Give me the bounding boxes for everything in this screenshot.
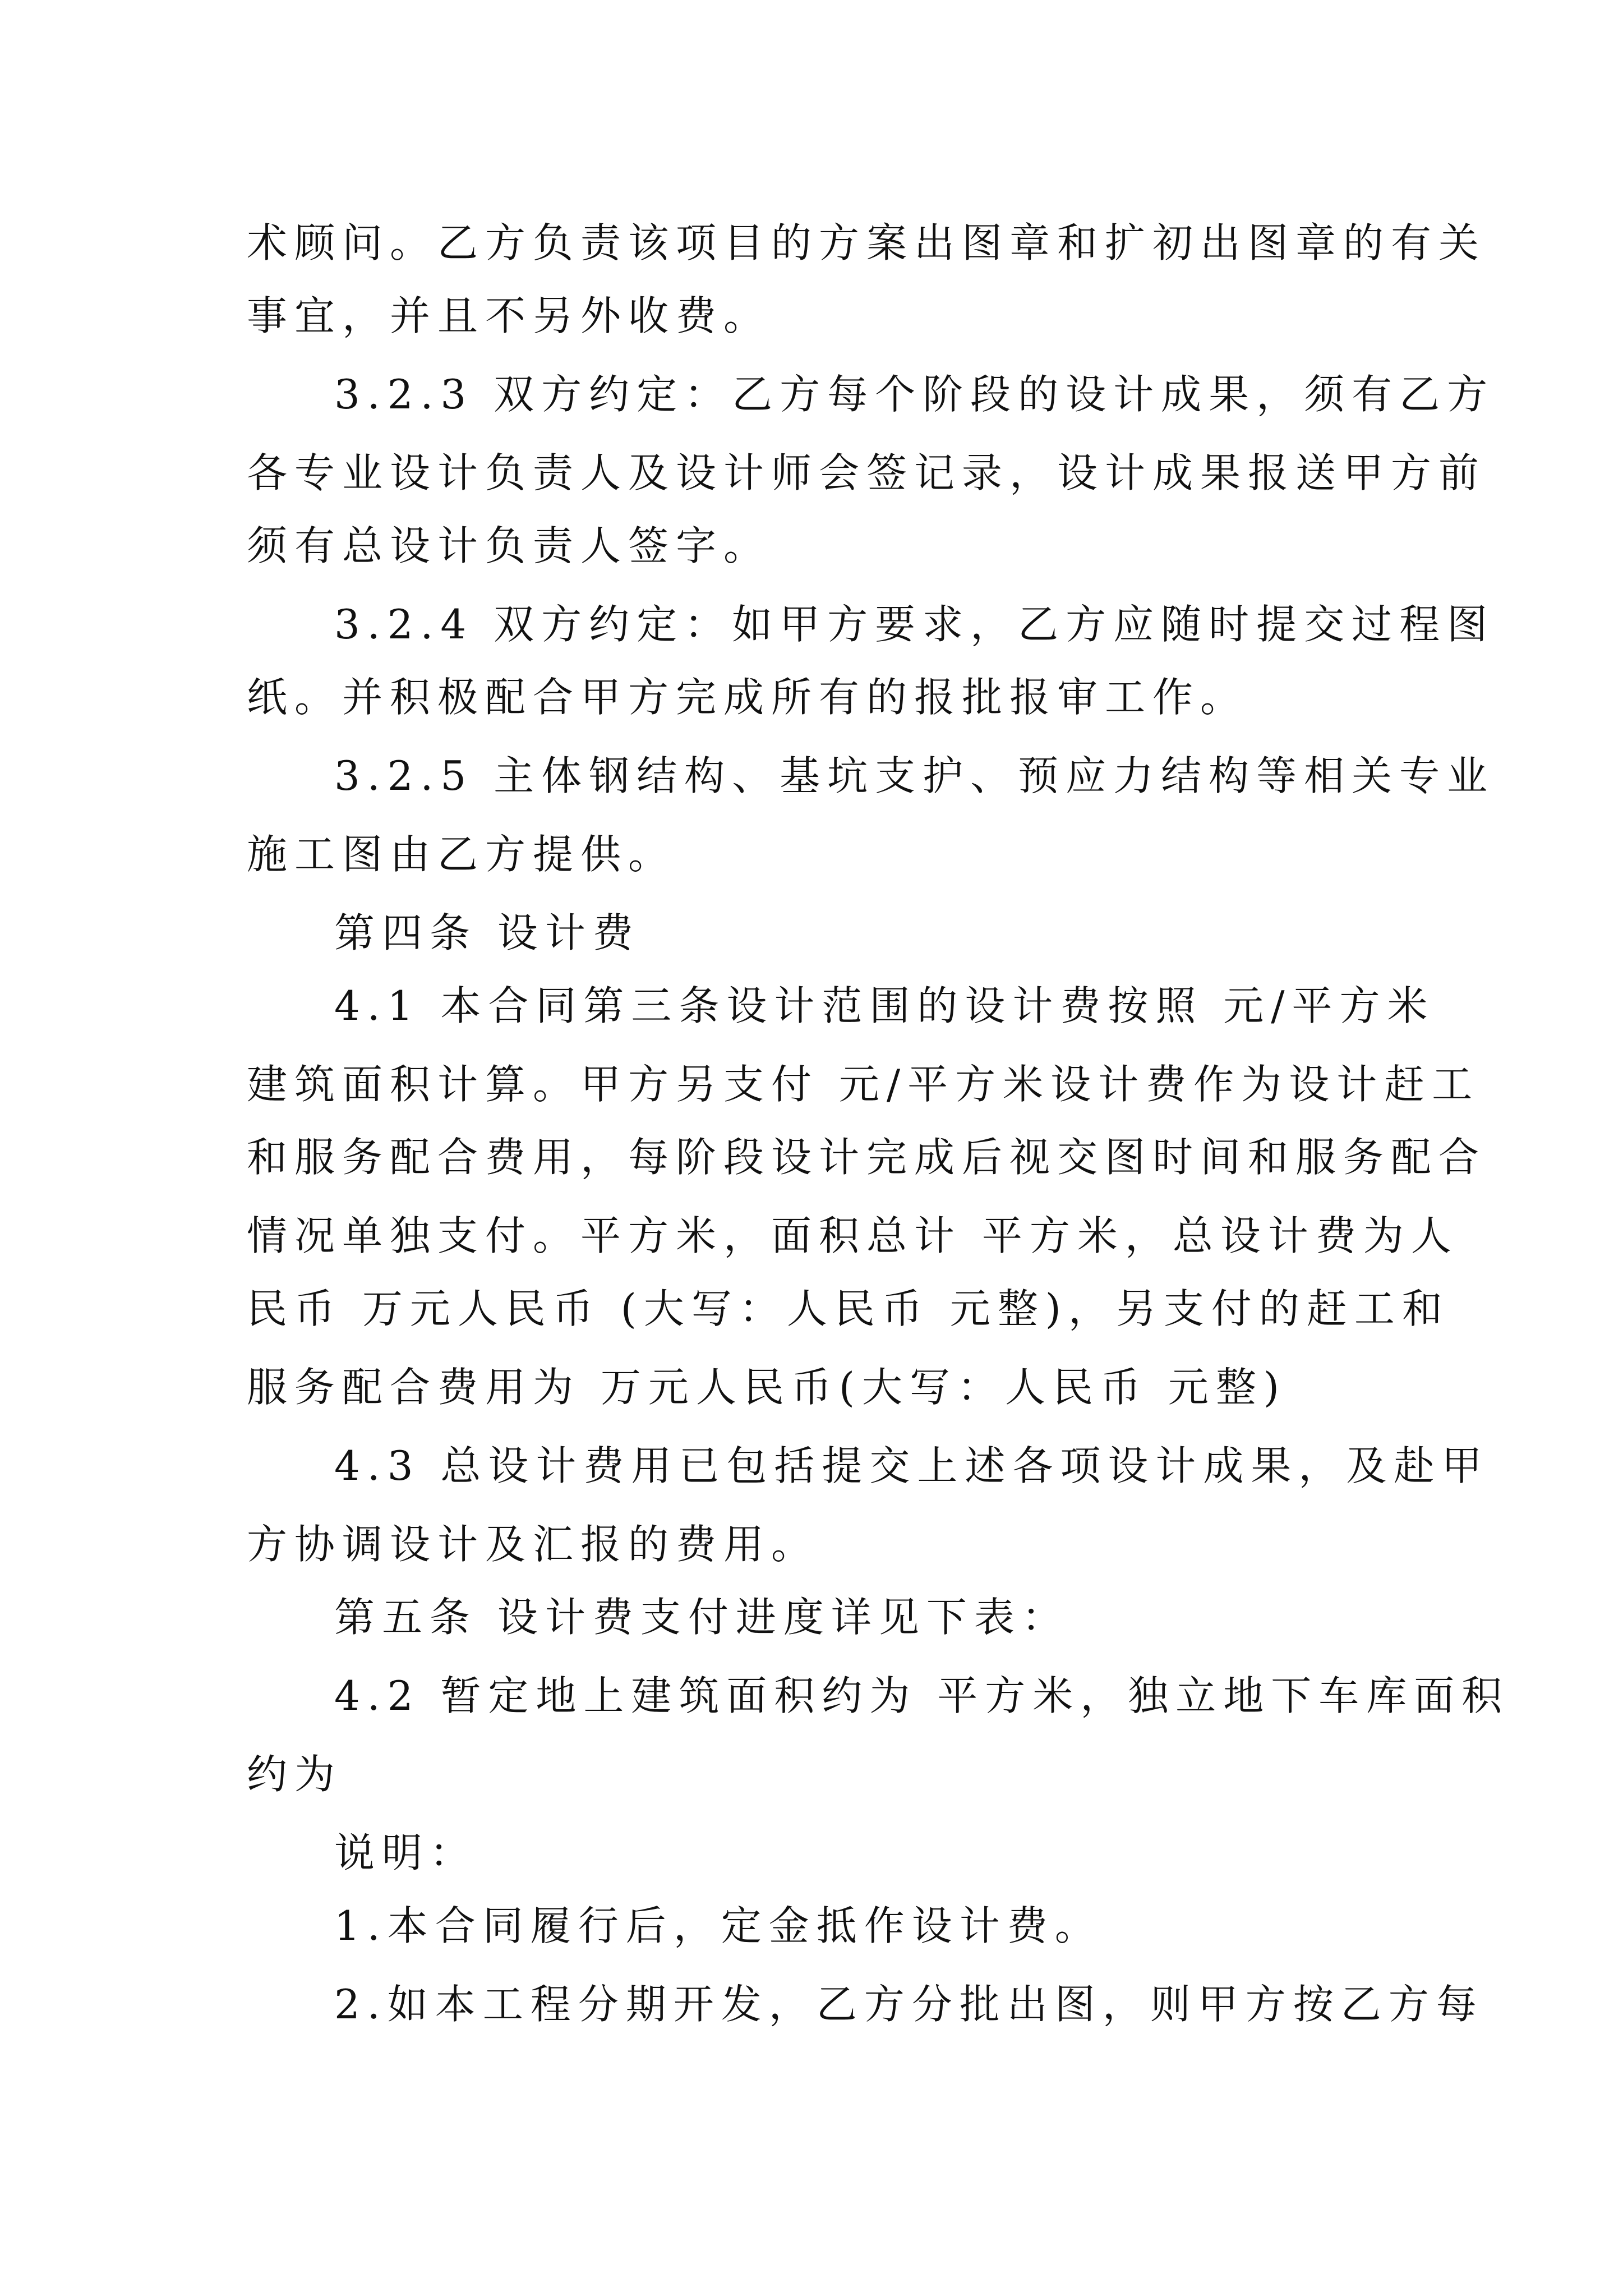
text-line: 3.2.4 双方约定：如甲方要求，乙方应随时提交过程图 bbox=[334, 601, 1495, 648]
text-line: 情况单独支付。平方米，面积总计 平方米，总设计费为人 bbox=[247, 1212, 1459, 1259]
text-line: 2.如本工程分期开发，乙方分批出图，则甲方按乙方每 bbox=[334, 1981, 1484, 2028]
text-line: 说明： bbox=[334, 1829, 478, 1876]
text-line: 方协调设计及汇报的费用。 bbox=[247, 1521, 819, 1568]
text-line: 3.2.3 双方约定：乙方每个阶段的设计成果，须有乙方 bbox=[334, 371, 1495, 418]
text-line: 建筑面积计算。甲方另支付 元/平方米设计费作为设计赶工 bbox=[247, 1061, 1480, 1108]
text-line: 施工图由乙方提供。 bbox=[247, 831, 676, 878]
text-line: 1.本合同履行后，定金抵作设计费。 bbox=[334, 1902, 1103, 1949]
text-line: 服务配合费用为 万元人民币(大写：人民币 元整) bbox=[247, 1364, 1287, 1411]
section-heading: 第四条 设计费 bbox=[334, 909, 640, 956]
text-line: 各专业设计负责人及设计师会签记录，设计成果报送甲方前 bbox=[247, 449, 1487, 496]
text-line: 和服务配合费用，每阶段设计完成后视交图时间和服务配合 bbox=[247, 1134, 1487, 1181]
text-line: 4.2 暂定地上建筑面积约为 平方米，独立地下车库面积 bbox=[334, 1672, 1510, 1719]
text-line: 3.2.5 主体钢结构、基坑支护、预应力结构等相关专业 bbox=[334, 752, 1495, 799]
section-heading: 第五条 设计费支付进度详见下表： bbox=[334, 1594, 1069, 1641]
text-line: 须有总设计负责人签字。 bbox=[247, 522, 772, 569]
text-line: 约为 bbox=[247, 1751, 343, 1798]
text-line: 事宜，并且不另外收费。 bbox=[247, 292, 772, 339]
text-line: 纸。并积极配合甲方完成所有的报批报审工作。 bbox=[247, 674, 1248, 721]
text-line: 4.1 本合同第三条设计范围的设计费按照 元/平方米 bbox=[334, 982, 1435, 1029]
text-line: 术顾问。乙方负责该项目的方案出图章和扩初出图章的有关 bbox=[247, 219, 1487, 266]
text-line: 民币 万元人民币 (大写：人民币 元整)，另支付的赶工和 bbox=[247, 1285, 1450, 1332]
text-line: 4.3 总设计费用已包括提交上述各项设计成果，及赴甲 bbox=[334, 1442, 1490, 1489]
